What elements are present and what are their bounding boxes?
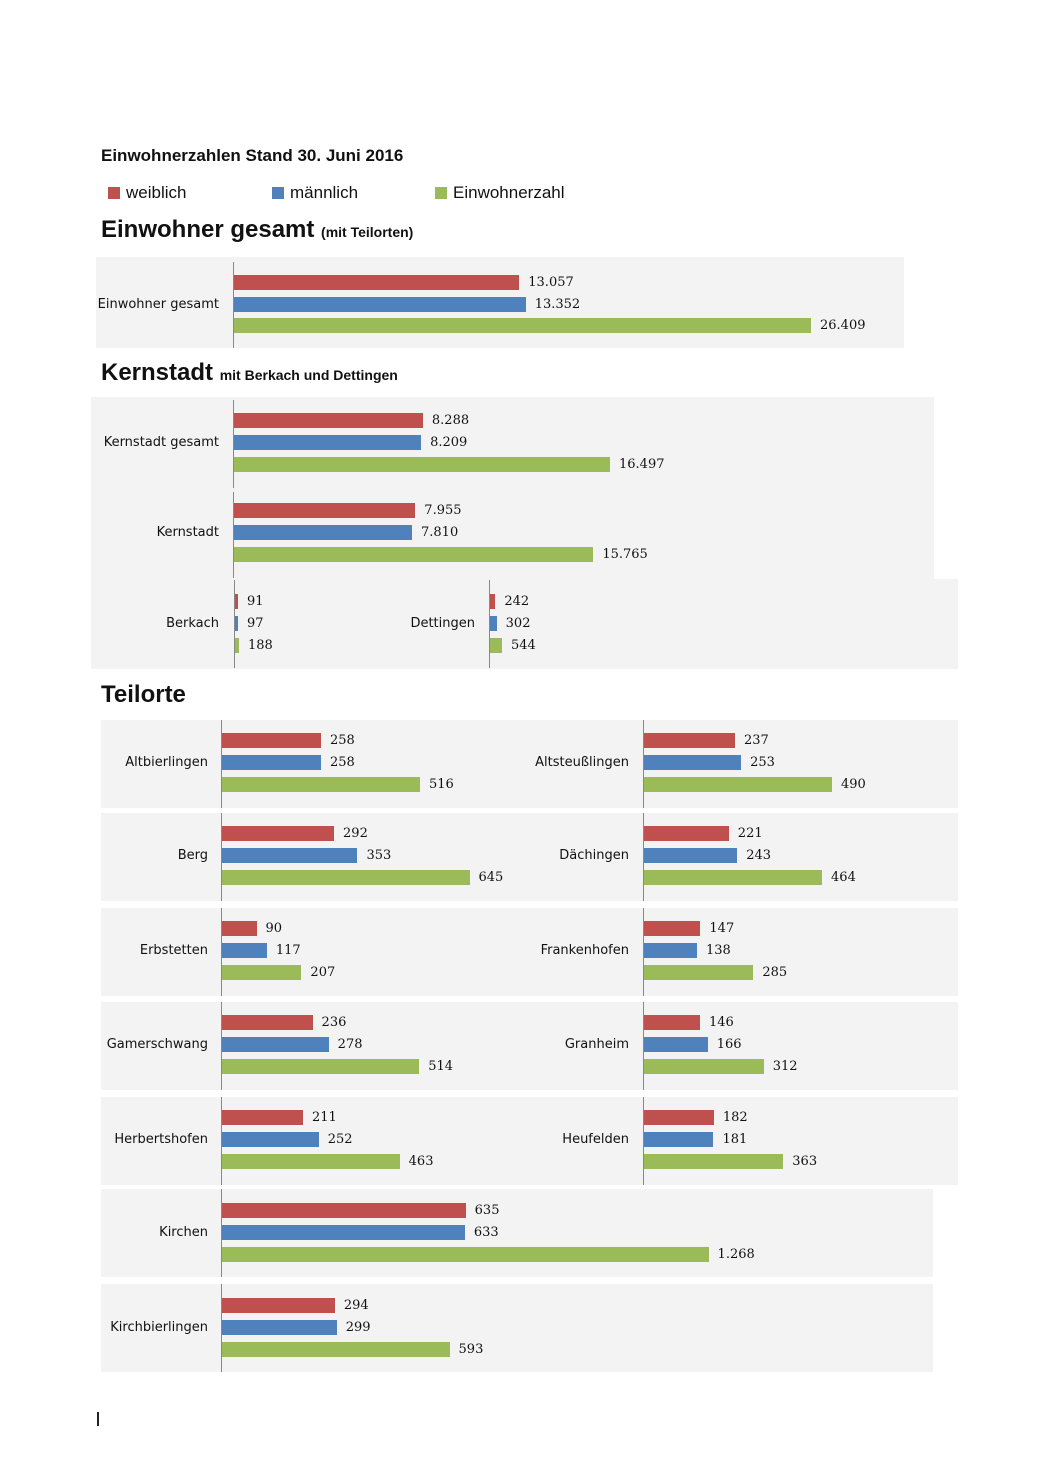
value-label-heufelden-mannlich: 181	[722, 1132, 748, 1147]
value-label-berkach-einwohnerzahl: 188	[248, 638, 273, 653]
bar-kirchbierlingen-einwohnerzahl	[222, 1342, 450, 1357]
value-label-gamerschwang-einwohnerzahl: 514	[428, 1059, 454, 1074]
value-label-frankenhofen-einwohnerzahl: 285	[762, 965, 788, 980]
legend-swatch-weiblich	[108, 187, 120, 199]
bar-berg-mannlich	[222, 848, 357, 863]
bar-herbertshofen-weiblich	[222, 1110, 303, 1125]
legend-swatch-maennlich	[272, 187, 284, 199]
legend-label-einwohnerzahl: Einwohnerzahl	[453, 183, 565, 202]
bar-altbierlingen-einwohnerzahl	[222, 777, 420, 792]
value-label-kernstadt-einwohnerzahl: 15.765	[602, 547, 648, 562]
legend-label-maennlich: männlich	[290, 183, 359, 202]
value-label-altsteusslingen-einwohnerzahl: 490	[841, 777, 866, 792]
bar-berg-einwohnerzahl	[222, 870, 470, 885]
legend-label-weiblich: weiblich	[126, 183, 187, 202]
bar-kernstadt-gesamt-einwohnerzahl	[234, 457, 610, 472]
category-label-altbierlingen: Altbierlingen	[125, 755, 208, 770]
section-kernstadt-subtitle: mit Berkach und Dettingen	[219, 367, 398, 383]
bar-frankenhofen-einwohnerzahl	[644, 965, 753, 980]
bar-frankenhofen-mannlich	[644, 943, 697, 958]
category-label-frankenhofen: Frankenhofen	[540, 943, 629, 958]
value-label-kernstadt-gesamt-weiblich: 8.288	[431, 413, 470, 428]
bar-kernstadt-mannlich	[234, 525, 412, 540]
value-label-erbstetten-einwohnerzahl: 207	[310, 965, 336, 980]
bar-gamerschwang-einwohnerzahl	[222, 1059, 419, 1074]
value-label-altsteusslingen-mannlich: 253	[750, 755, 775, 770]
category-label-dettingen: Dettingen	[410, 616, 475, 631]
bar-erbstetten-einwohnerzahl	[222, 965, 301, 980]
value-label-kirchbierlingen-mannlich: 299	[345, 1320, 371, 1335]
category-label-heufelden: Heufelden	[562, 1132, 629, 1147]
bar-granheim-einwohnerzahl	[644, 1059, 764, 1074]
bar-berkach-einwohnerzahl	[235, 638, 239, 653]
value-label-heufelden-weiblich: 182	[722, 1110, 748, 1125]
bar-dachingen-einwohnerzahl	[644, 870, 822, 885]
value-label-dachingen-weiblich: 221	[737, 826, 763, 841]
value-label-einwohner-gesamt-mannlich: 13.352	[534, 296, 581, 312]
bar-berkach-mannlich	[235, 616, 238, 631]
section-gesamt-subtitle: (mit Teilorten)	[321, 224, 414, 240]
value-label-kirchen-weiblich: 635	[474, 1203, 500, 1218]
value-label-altbierlingen-mannlich: 258	[330, 755, 355, 770]
value-label-gamerschwang-weiblich: 236	[321, 1015, 347, 1030]
bar-altbierlingen-mannlich	[222, 755, 321, 770]
bar-granheim-mannlich	[644, 1037, 708, 1052]
bar-dachingen-weiblich	[644, 826, 729, 841]
bar-herbertshofen-einwohnerzahl	[222, 1154, 400, 1169]
bar-gamerschwang-weiblich	[222, 1015, 313, 1030]
category-label-kernstadt: Kernstadt	[156, 525, 219, 540]
bar-kirchen-einwohnerzahl	[222, 1247, 709, 1262]
bar-erbstetten-mannlich	[222, 943, 267, 958]
value-label-dettingen-weiblich: 242	[504, 594, 530, 609]
bar-kirchbierlingen-mannlich	[222, 1320, 337, 1335]
value-label-berkach-weiblich: 91	[247, 594, 264, 609]
bar-einwohner-gesamt-mannlich	[234, 297, 526, 312]
bar-kirchbierlingen-weiblich	[222, 1298, 335, 1313]
category-label-berkach: Berkach	[166, 616, 219, 631]
value-label-dachingen-einwohnerzahl: 464	[831, 870, 856, 885]
legend-item-weiblich	[108, 183, 186, 203]
legend-item-einwohnerzahl	[435, 183, 565, 203]
bar-granheim-weiblich	[644, 1015, 700, 1030]
value-label-berg-weiblich: 292	[343, 826, 368, 841]
value-label-einwohner-gesamt-einwohnerzahl: 26.409	[820, 318, 866, 333]
category-label-altsteusslingen: Altsteußlingen	[535, 755, 629, 770]
bar-kernstadt-gesamt-mannlich	[234, 435, 421, 450]
value-label-frankenhofen-weiblich: 147	[709, 921, 735, 936]
legend-swatch-einwohnerzahl	[435, 187, 447, 199]
category-label-kirchen: Kirchen	[159, 1225, 208, 1240]
category-label-kernstadt-gesamt: Kernstadt gesamt	[103, 435, 219, 450]
bar-kirchen-weiblich	[222, 1203, 466, 1218]
bar-altsteusslingen-mannlich	[644, 755, 741, 770]
category-label-herbertshofen: Herbertshofen	[114, 1132, 208, 1147]
value-label-kernstadt-mannlich: 7.810	[421, 525, 459, 540]
bar-gamerschwang-mannlich	[222, 1037, 329, 1052]
value-label-frankenhofen-mannlich: 138	[705, 943, 731, 958]
section-kernstadt-title: Kernstadt	[101, 359, 214, 386]
value-label-kernstadt-gesamt-mannlich: 8.209	[430, 435, 468, 450]
bar-altsteusslingen-einwohnerzahl	[644, 777, 832, 792]
value-label-kernstadt-weiblich: 7.955	[424, 503, 462, 518]
value-label-granheim-mannlich: 166	[716, 1037, 742, 1052]
value-label-berg-mannlich: 353	[366, 848, 392, 863]
section-title-kernstadt	[101, 359, 398, 387]
bar-kernstadt-weiblich	[234, 503, 415, 518]
category-label-berg: Berg	[177, 848, 208, 863]
bar-heufelden-einwohnerzahl	[644, 1154, 783, 1169]
value-label-kirchen-mannlich: 633	[473, 1225, 499, 1240]
bar-herbertshofen-mannlich	[222, 1132, 319, 1147]
category-label-dachingen: Dächingen	[559, 848, 629, 863]
legend-item-maennlich	[272, 183, 358, 203]
value-label-heufelden-einwohnerzahl: 363	[792, 1154, 818, 1169]
category-label-einwohner-gesamt: Einwohner gesamt	[97, 297, 219, 312]
bar-kernstadt-gesamt-weiblich	[234, 413, 423, 428]
bar-heufelden-mannlich	[644, 1132, 713, 1147]
value-label-erbstetten-mannlich: 117	[275, 943, 301, 958]
value-label-herbertshofen-einwohnerzahl: 463	[408, 1154, 434, 1169]
value-label-dettingen-einwohnerzahl: 544	[511, 638, 536, 653]
value-label-dettingen-mannlich: 302	[505, 616, 531, 631]
section-title-gesamt	[101, 216, 413, 244]
value-label-berg-einwohnerzahl: 645	[478, 870, 504, 885]
value-label-dachingen-mannlich: 243	[746, 848, 772, 863]
bar-altbierlingen-weiblich	[222, 733, 321, 748]
bar-kernstadt-einwohnerzahl	[234, 547, 593, 562]
category-label-erbstetten: Erbstetten	[139, 943, 208, 958]
value-label-kirchbierlingen-einwohnerzahl: 593	[458, 1342, 484, 1357]
value-label-berkach-mannlich: 97	[247, 616, 264, 631]
bar-berg-weiblich	[222, 826, 334, 841]
bar-dettingen-einwohnerzahl	[490, 638, 502, 653]
section-gesamt-title: Einwohner gesamt	[101, 216, 315, 243]
value-label-herbertshofen-weiblich: 211	[311, 1110, 337, 1125]
bar-dettingen-mannlich	[490, 616, 497, 631]
bar-einwohner-gesamt-einwohnerzahl	[234, 318, 811, 333]
category-label-gamerschwang: Gamerschwang	[106, 1037, 208, 1052]
value-label-erbstetten-weiblich: 90	[265, 921, 283, 936]
bar-kirchen-mannlich	[222, 1225, 465, 1240]
bar-frankenhofen-weiblich	[644, 921, 700, 936]
value-label-kirchbierlingen-weiblich: 294	[343, 1298, 369, 1313]
bar-heufelden-weiblich	[644, 1110, 714, 1125]
bar-berkach-weiblich	[235, 594, 238, 609]
bar-altsteusslingen-weiblich	[644, 733, 735, 748]
value-label-altbierlingen-weiblich: 258	[330, 733, 355, 748]
value-label-herbertshofen-mannlich: 252	[327, 1132, 353, 1147]
category-label-kirchbierlingen: Kirchbierlingen	[110, 1320, 208, 1335]
value-label-altsteusslingen-weiblich: 237	[743, 733, 769, 748]
section-teilorte-title: Teilorte	[101, 681, 186, 708]
value-label-kirchen-einwohnerzahl: 1.268	[717, 1247, 755, 1262]
bar-einwohner-gesamt-weiblich	[234, 275, 519, 290]
value-label-einwohner-gesamt-weiblich: 13.057	[528, 275, 574, 290]
bar-dettingen-weiblich	[490, 594, 495, 609]
section-title-teilorte	[101, 681, 186, 709]
bar-dachingen-mannlich	[644, 848, 737, 863]
value-label-gamerschwang-mannlich: 278	[337, 1037, 363, 1052]
page-title: Einwohnerzahlen Stand 30. Juni 2016	[101, 146, 404, 165]
category-label-granheim: Granheim	[564, 1037, 629, 1052]
page-margin-mark	[97, 1412, 99, 1426]
value-label-granheim-weiblich: 146	[709, 1015, 734, 1030]
bar-erbstetten-weiblich	[222, 921, 257, 936]
value-label-kernstadt-gesamt-einwohnerzahl: 16.497	[619, 457, 665, 472]
value-label-altbierlingen-einwohnerzahl: 516	[429, 777, 454, 792]
value-label-granheim-einwohnerzahl: 312	[772, 1059, 798, 1074]
